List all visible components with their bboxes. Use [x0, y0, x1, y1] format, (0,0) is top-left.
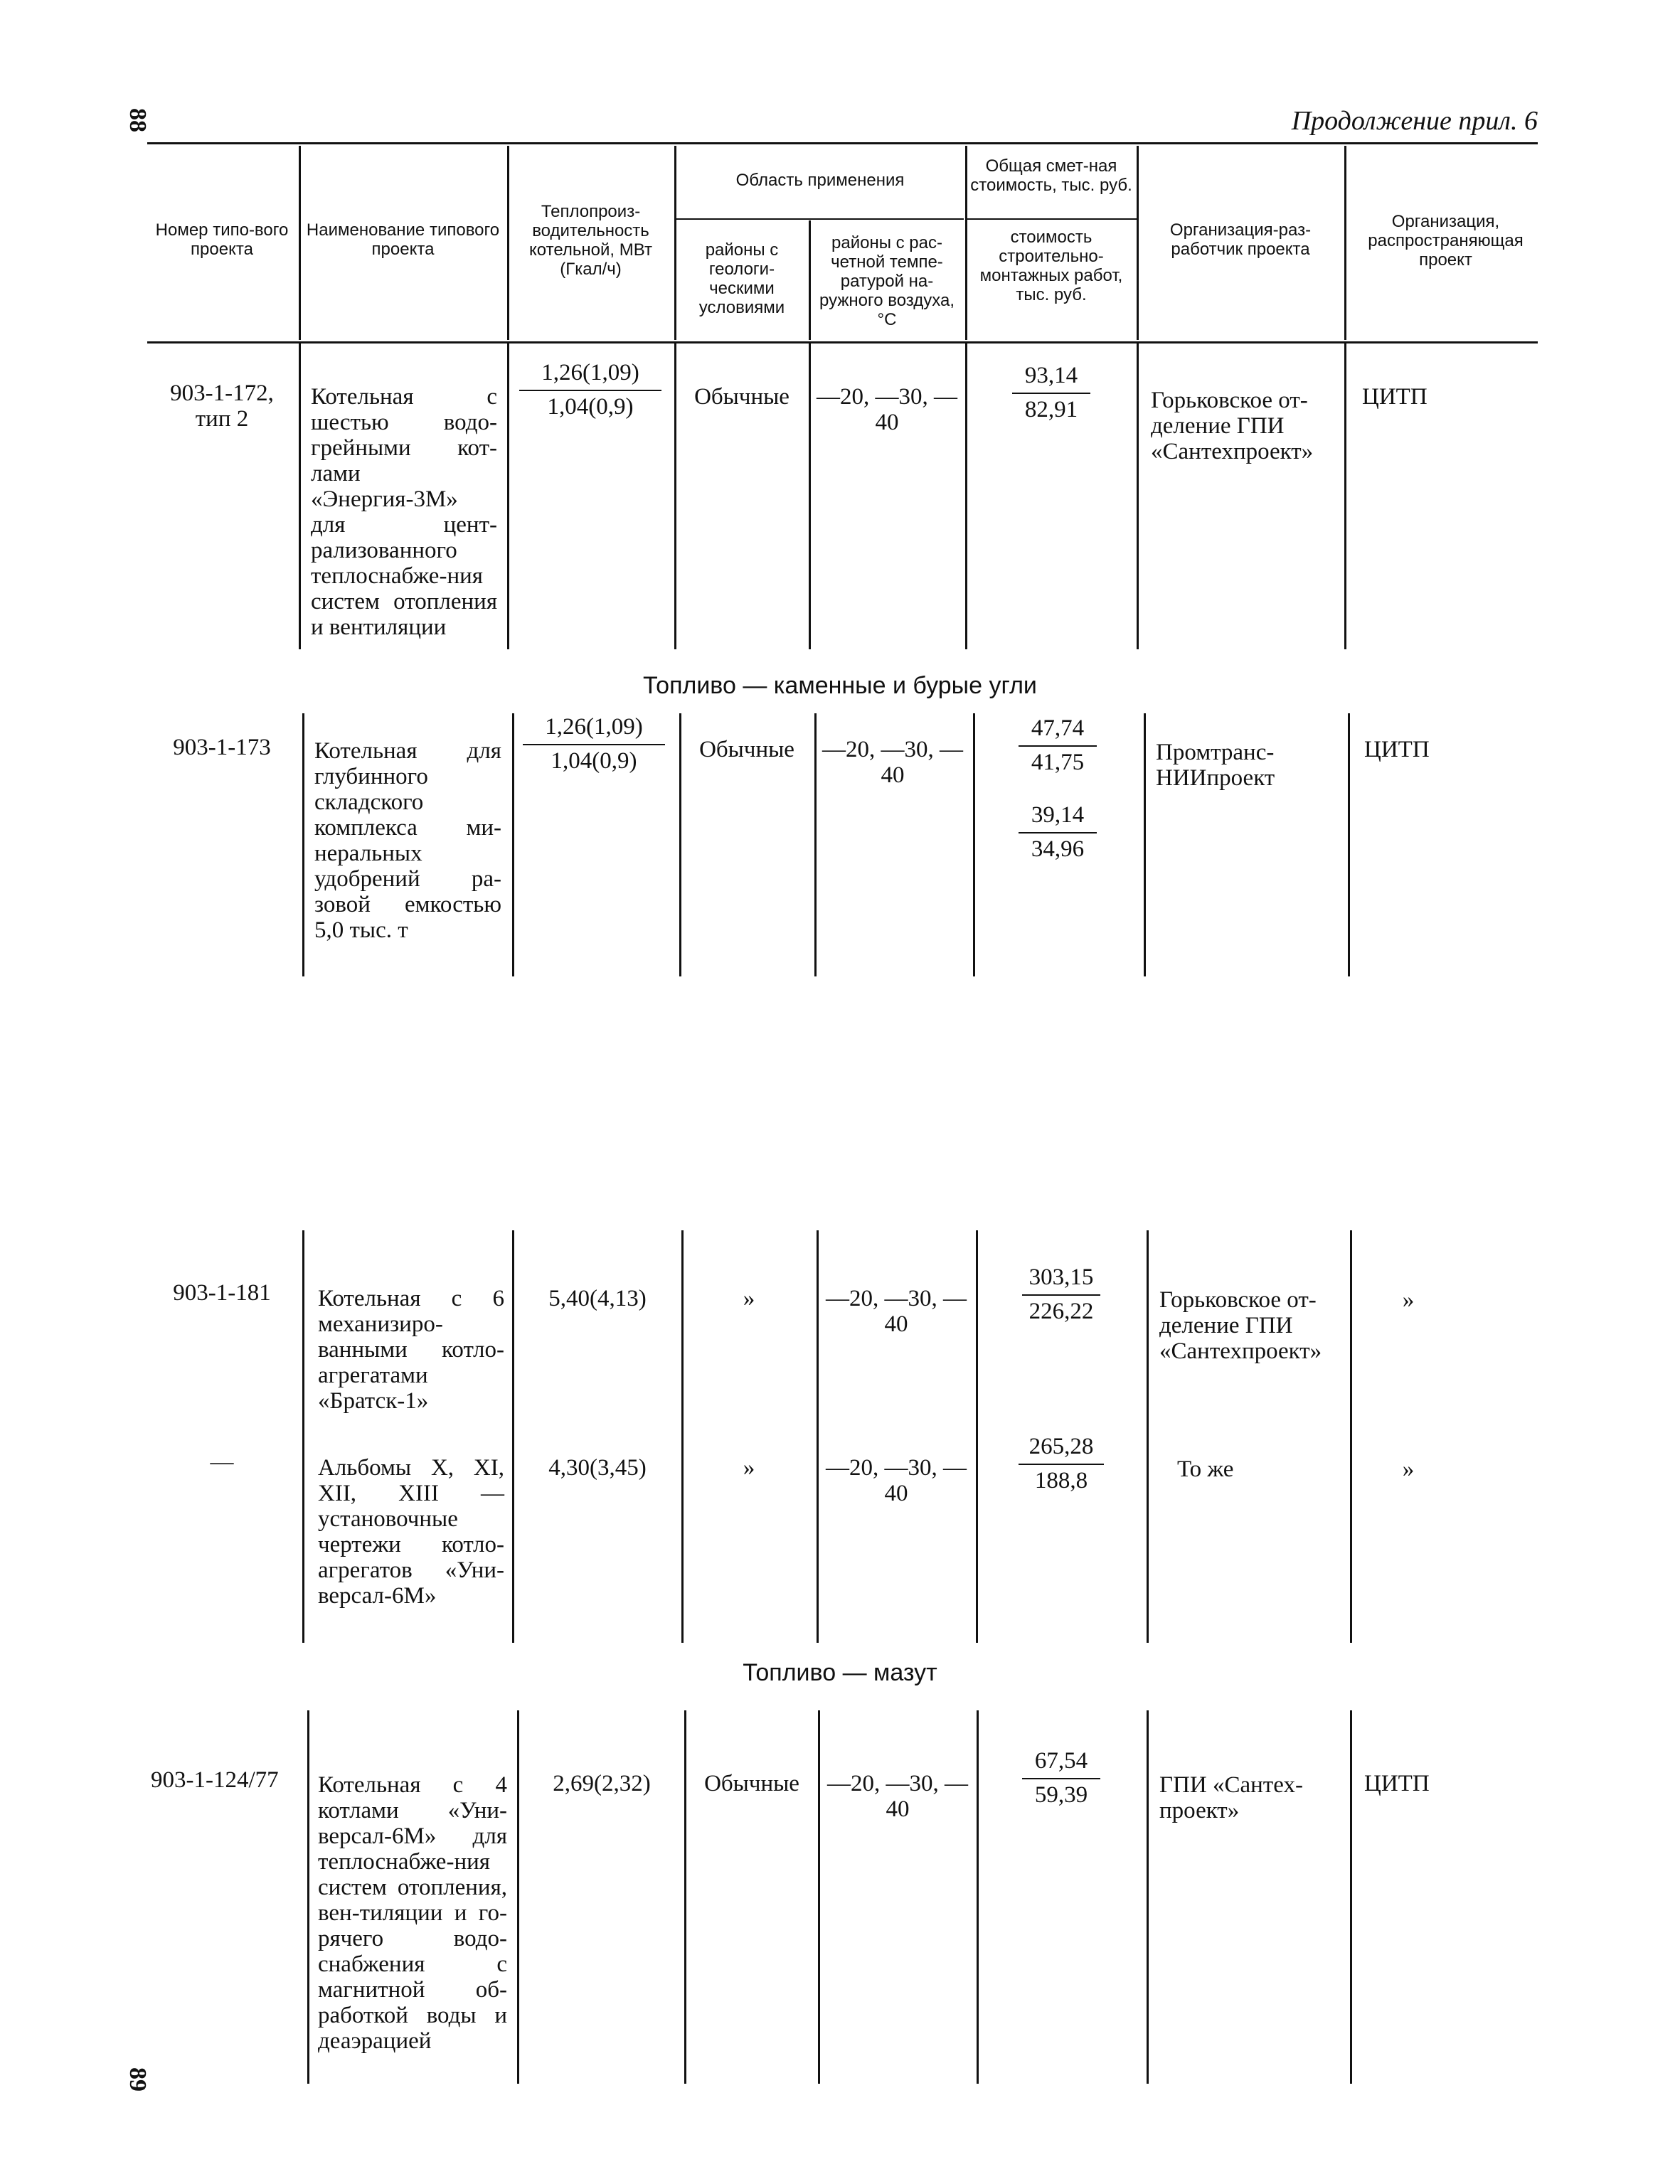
row4-developer: То же: [1177, 1456, 1234, 1482]
header-area-rule: [676, 218, 964, 220]
row2-developer: Промтранс-НИИпроект: [1156, 740, 1275, 791]
column-line: [817, 1230, 819, 1643]
row2-capacity-top: 1,26(1,09): [523, 714, 665, 745]
row5-distributor: ЦИТП: [1364, 1771, 1430, 1796]
row2-cost: [1019, 715, 1097, 775]
row5-name: Котельная с 4 котлами «Уни-версал-6М» для теплоснабже-ния систем отопления, вен-тиляции и го-рячего водо-снабжения с магнитной об-работкой воды и деаэрацией: [318, 1772, 507, 2054]
header-capacity: Теплопроиз-водительность котельной, МВт (Гкал/ч): [529, 202, 652, 279]
row2-capacity-bottom: 1,04(0,9): [551, 748, 637, 774]
section-coal: Топливо — каменные и бурые угли: [643, 672, 1037, 699]
column-line: [684, 1710, 686, 2084]
column-line: [1144, 713, 1146, 976]
row2-distributor: ЦИТП: [1364, 737, 1430, 762]
row2-cost-bottom: 41,75: [1031, 750, 1085, 775]
row3-temp: —20, —30, —40: [826, 1286, 967, 1337]
row5-developer: ГПИ «Сантех-проект»: [1159, 1772, 1303, 1823]
header-divider: [1344, 146, 1346, 340]
column-line: [1344, 343, 1346, 649]
row3-number: 903-1-181: [173, 1280, 271, 1306]
row4-distributor: »: [1402, 1456, 1415, 1482]
row5-geo: Обычные: [704, 1771, 799, 1796]
row5-cost: [1022, 1748, 1100, 1808]
row1-number: 903-1-172, тип 2: [170, 380, 274, 432]
page-number-top: 88: [124, 108, 151, 132]
header-distributor: Организация, распространяющая проект: [1368, 212, 1524, 270]
row2-cost-top: 47,74: [1019, 715, 1097, 747]
row3-distributor: »: [1402, 1287, 1415, 1313]
row2-geo: Обычные: [699, 737, 794, 762]
row3-capacity: 5,40(4,13): [548, 1286, 647, 1311]
continuation-title: Продолжение прил. 6: [1291, 106, 1538, 136]
row2-capacity: [523, 714, 665, 774]
header-developer: Организация-раз-работчик проекта: [1169, 220, 1312, 259]
row1-capacity-top: 1,26(1,09): [519, 360, 661, 391]
column-line: [507, 343, 509, 649]
row5-capacity: 2,69(2,32): [553, 1771, 651, 1796]
column-line: [679, 713, 681, 976]
header-divider: [965, 146, 967, 340]
column-line: [977, 1710, 979, 2084]
header-number: Номер типо-вого проекта: [155, 220, 289, 259]
row1-name: Котельная с шестью водо-грейными кот-лами «Энергия-3М» для цент-рализованного теплоснабже-ния систем отопления и вентиляции: [311, 384, 497, 640]
column-line: [517, 1710, 519, 2084]
row1-developer: Горьковское от-деление ГПИ «Сантехпроект»: [1151, 388, 1314, 464]
header-area-geo: районы с геологи-ческими условиями: [698, 240, 785, 317]
row4-temp: —20, —30, —40: [826, 1455, 967, 1506]
row1-cost-bottom: 82,91: [1024, 397, 1078, 422]
row4-cost: [1019, 1434, 1104, 1493]
row5-cost-top: 67,54: [1022, 1748, 1100, 1779]
row3-name: Котельная с 6 механизиро-ванными котло-агрегатами «Братск-1»: [318, 1286, 504, 1414]
column-line: [1350, 1710, 1352, 2084]
row3-geo: »: [743, 1286, 755, 1311]
row4-cost-top: 265,28: [1019, 1434, 1104, 1465]
row3-cost: [1022, 1264, 1100, 1324]
row2-number: 903-1-173: [173, 735, 271, 760]
section-oil: Топливо — мазут: [743, 1659, 937, 1686]
column-line: [307, 1710, 309, 2084]
column-line: [1147, 1710, 1149, 2084]
row3-cost-bottom: 226,22: [1028, 1299, 1094, 1324]
row2-name: Котельная для глубинного складского комплекса ми-неральных удобрений ра-зовой емкостью 5,0 тыс. т: [314, 738, 501, 943]
row3-cost-top: 303,15: [1022, 1264, 1100, 1296]
page-number-bottom: 89: [124, 2067, 151, 2092]
header-bottom-rule: [147, 341, 1538, 343]
row2-temp: —20, —30, —40: [822, 737, 963, 788]
column-line: [1147, 1230, 1149, 1643]
column-line: [302, 1230, 304, 1643]
header-name: Наименование типового проекта: [306, 220, 500, 259]
header-divider: [1137, 146, 1139, 340]
row4-geo: »: [743, 1455, 755, 1481]
row1-temp: —20, —30, —40: [817, 384, 957, 435]
row4-number: —: [210, 1449, 234, 1475]
row4-name: Альбомы X, XI, XII, XIII — установочные чертежи котло-агрегатов «Уни-версал-6М»: [318, 1455, 504, 1609]
column-line: [302, 713, 304, 976]
header-total-cost: Общая смет-ная стоимость, тыс. руб.: [970, 156, 1132, 195]
column-line: [965, 343, 967, 649]
row1-geo: Обычные: [694, 384, 790, 410]
row4-capacity: 4,30(3,45): [548, 1455, 647, 1481]
row2-cost-alt: [1019, 802, 1097, 862]
column-line: [512, 713, 514, 976]
header-top-rule: [147, 142, 1538, 144]
header-divider: [809, 220, 811, 340]
column-line: [681, 1230, 684, 1643]
row5-cost-bottom: 59,39: [1034, 1782, 1088, 1808]
column-line: [973, 713, 975, 976]
column-line: [1137, 343, 1139, 649]
column-line: [512, 1230, 514, 1643]
column-line: [818, 1710, 820, 2084]
column-line: [809, 343, 811, 649]
column-line: [976, 1230, 978, 1643]
row2-cost-alt-top: 39,14: [1019, 802, 1097, 833]
row1-capacity-bottom: 1,04(0,9): [547, 394, 634, 420]
header-cost-rule: [967, 218, 1138, 220]
row1-cost: [1012, 363, 1090, 422]
column-line: [674, 343, 676, 649]
header-divider: [299, 146, 301, 340]
header-divider: [674, 146, 676, 340]
row1-capacity: [519, 360, 661, 420]
column-line: [1348, 713, 1350, 976]
column-line: [299, 343, 301, 649]
row5-temp: —20, —30, —40: [827, 1771, 968, 1822]
row2-cost-alt-bottom: 34,96: [1031, 836, 1085, 862]
header-area-group: Область применения: [735, 171, 905, 190]
row1-distributor: ЦИТП: [1362, 384, 1428, 410]
row4-cost-bottom: 188,8: [1034, 1468, 1088, 1493]
row5-number: 903-1-124/77: [151, 1767, 279, 1793]
header-area-temp: районы с рас-четной темпе-ратурой на-ружного воздуха, °С: [819, 233, 955, 329]
header-divider: [507, 146, 509, 340]
row1-cost-top: 93,14: [1012, 363, 1090, 394]
row3-developer: Горьковское от-деление ГПИ «Сантехпроект»: [1159, 1287, 1322, 1364]
column-line: [814, 713, 817, 976]
header-construction-cost: стоимость строительно-монтажных работ, тыс. руб.: [979, 228, 1123, 304]
